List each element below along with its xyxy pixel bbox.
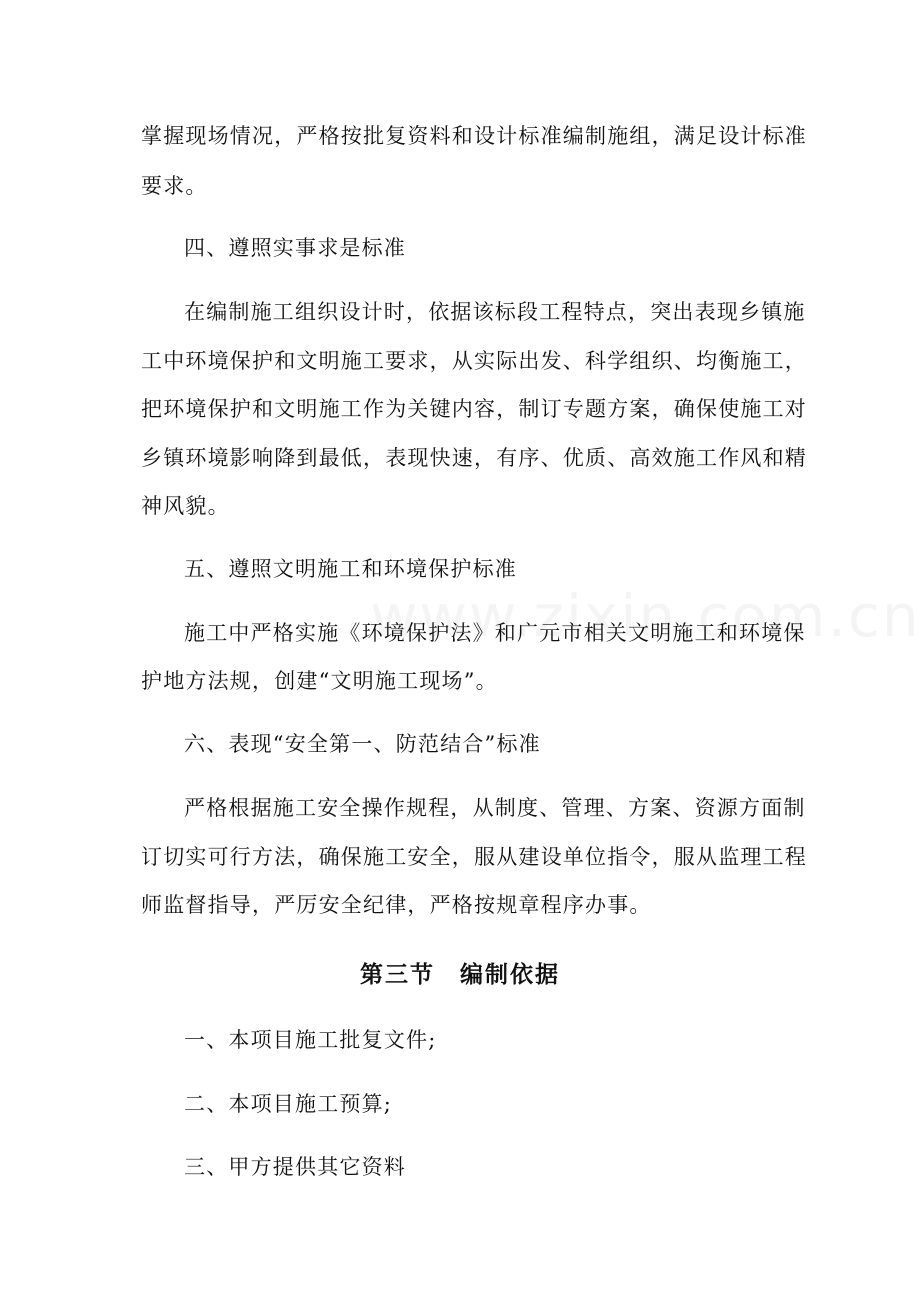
list-item: 三、甲方提供其它资料	[184, 1155, 406, 1179]
paragraph-line: 工中环境保护和文明施工要求，从实际出发、科学组织、均衡施工，	[141, 349, 807, 373]
paragraph-line: 严格根据施工安全操作规程，从制度、管理、方案、资源方面制	[184, 796, 806, 820]
paragraph-line: 施工中严格实施《环境保护法》和广元市相关文明施工和环境保	[184, 621, 806, 645]
paragraph-line: 订切实可行方法，确保施工安全，服从建设单位指令，服从监理工程	[141, 845, 807, 869]
paragraph-line: 护地方法规，创建“文明施工现场”。	[141, 669, 498, 693]
paragraph-line: 要求。	[141, 174, 208, 198]
heading-six: 六、表现“安全第一、防范结合”标准	[184, 732, 541, 756]
paragraph-line: 师监督指导，严厉安全纪律，严格按规章程序办事。	[141, 893, 652, 917]
paragraph-line: 把环境保护和文明施工作为关键内容，制订专题方案，确保使施工对	[141, 397, 807, 421]
list-item: 二、本项目施工预算;	[184, 1092, 393, 1116]
paragraph-line: 乡镇环境影响降到最低，表现快速，有序、优质、高效施工作风和精	[141, 446, 807, 470]
paragraph-line: 神风貌。	[141, 494, 230, 518]
heading-four: 四、遵照实事求是标准	[184, 236, 406, 260]
paragraph-line: 掌握现场情况，严格按批复资料和设计标准编制施组，满足设计标准	[141, 124, 807, 148]
heading-five: 五、遵照文明施工和环境保护标准	[184, 557, 517, 581]
paragraph-line: 在编制施工组织设计时，依据该标段工程特点，突出表现乡镇施	[184, 300, 806, 324]
list-item: 一、本项目施工批复文件;	[184, 1028, 437, 1052]
section-title: 第三节 编制依据	[360, 962, 560, 988]
